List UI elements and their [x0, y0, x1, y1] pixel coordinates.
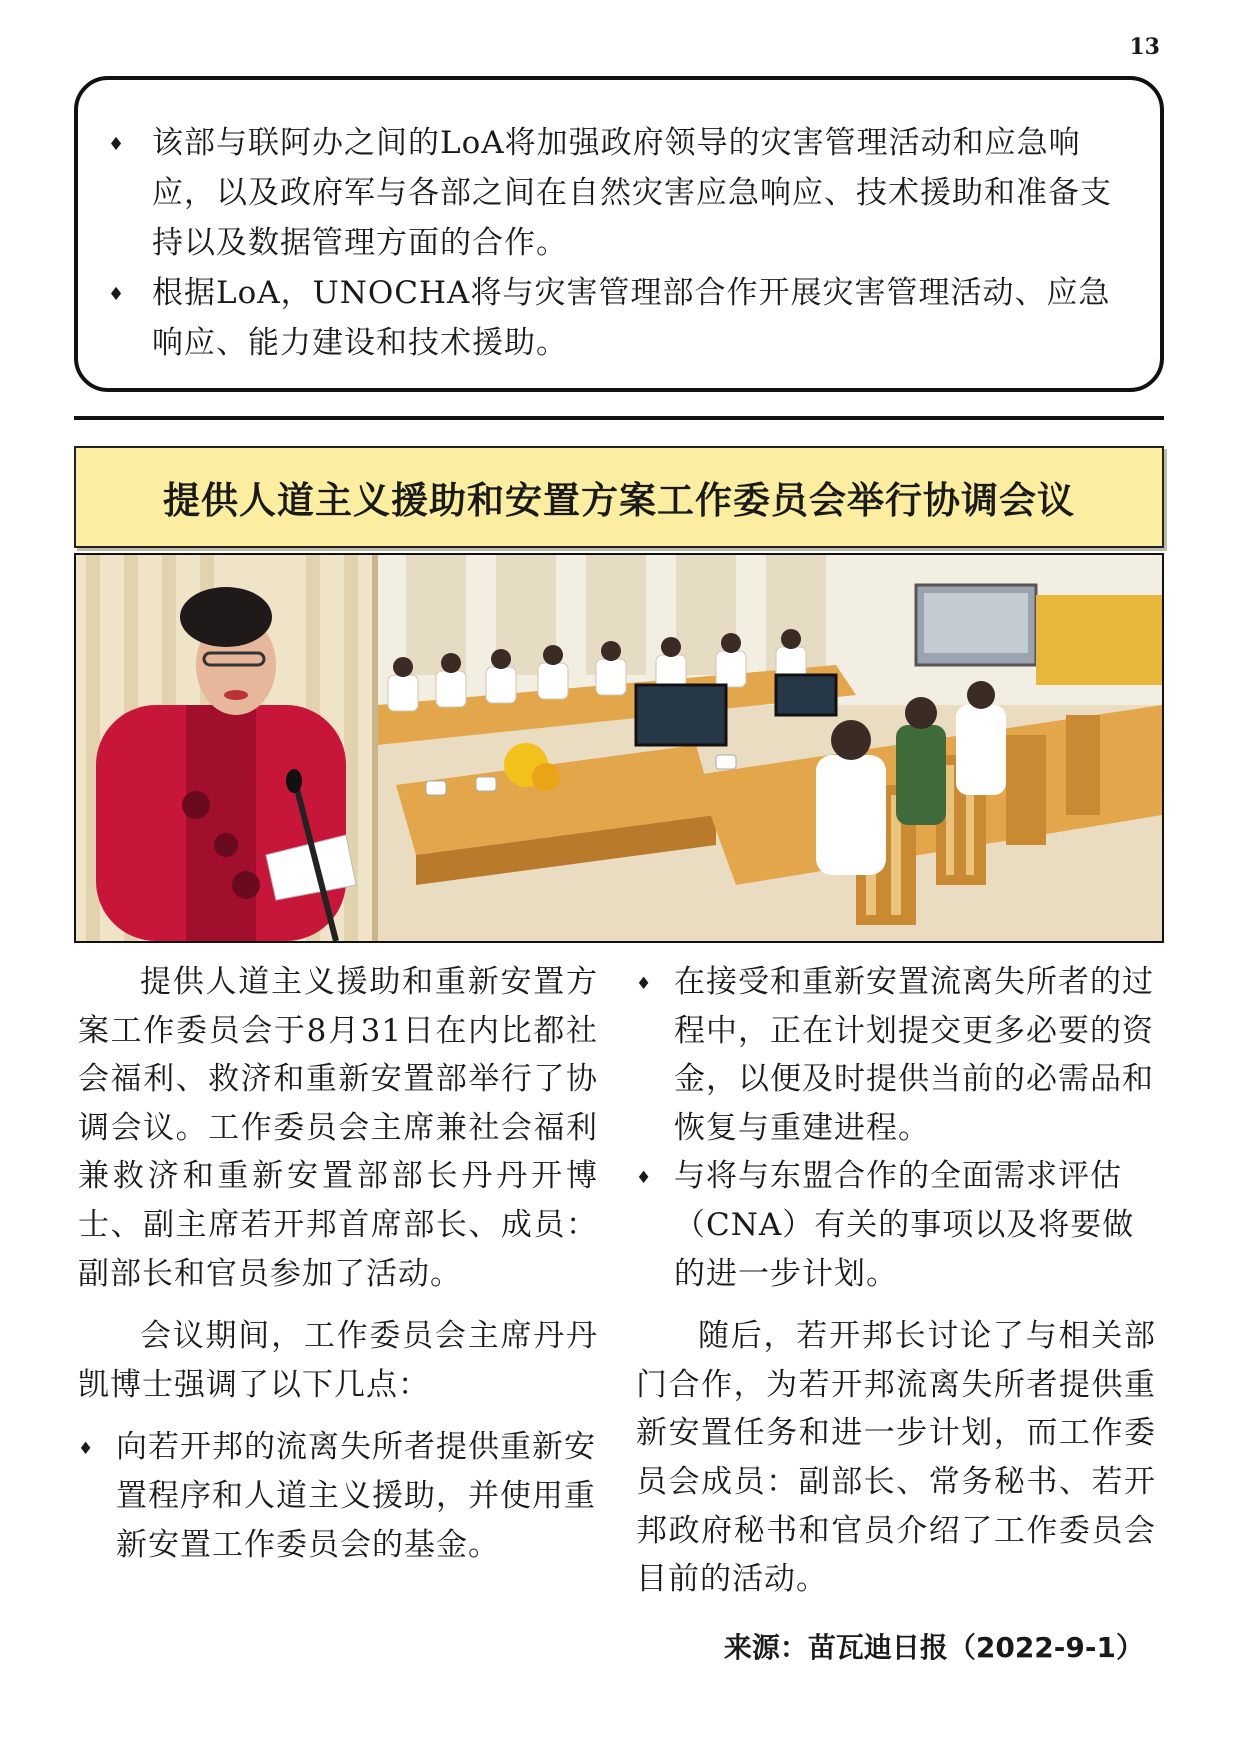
- list-item: [636, 1152, 1156, 1298]
- list-item: [636, 958, 1156, 1152]
- note-item-text: 该部与联阿办之间的LoA将加强政府领导的灾害管理活动和应急响应，以及政府军与各部之间在自然灾害应急响应、技术援助和准备支持以及数据管理方面的合作。: [152, 125, 1112, 261]
- note-item: [108, 118, 1132, 268]
- followup-paragraph: 随后，若开邦长讨论了与相关部门合作，为若开邦流离失所者提供重新安置任务和进一步计划，而工作委员会成员：副部长、常务秘书、若开邦政府秘书和官员介绍了工作委员会目前的活动。: [636, 1318, 1156, 1598]
- page-number: 13: [1129, 34, 1160, 60]
- headline-box: [74, 446, 1164, 548]
- meeting-photo: [74, 553, 1164, 943]
- intro-paragraph: 提供人道主义援助和重新安置方案工作委员会于8月31日在内比都社会福利、救济和重新安置部举行了协调会议。工作委员会主席兼社会福利兼救济和重新安置部部长丹丹开博士、副主席若开邦首席部长、成员：副部长和官员参加了活动。: [78, 964, 598, 1292]
- diamond-bullet-icon: ♦: [108, 284, 126, 305]
- list-item-text: 在接受和重新安置流离失所者的过程中，正在计划提交更多必要的资金，以便及时提供当前的必需品和恢复与重建进程。: [674, 964, 1154, 1146]
- emphasis-paragraph: 会议期间，工作委员会主席丹丹凯博士强调了以下几点：: [78, 1318, 598, 1403]
- left-column: [78, 958, 598, 1569]
- diamond-bullet-icon: ♦: [636, 974, 653, 994]
- note-item: [108, 268, 1132, 368]
- right-column: [636, 958, 1156, 1604]
- list-item-text: 向若开邦的流离失所者提供重新安置程序和人道主义援助，并使用重新安置工作委员会的基金。: [116, 1429, 596, 1563]
- diamond-bullet-icon: ♦: [108, 134, 126, 155]
- boxed-note: [74, 76, 1164, 392]
- diamond-bullet-icon: ♦: [636, 1168, 653, 1189]
- diamond-bullet-icon: ♦: [78, 1439, 95, 1460]
- article-headline: 提供人道主义援助和安置方案工作委员会举行协调会议: [163, 479, 1075, 522]
- source-credit: 来源：苗瓦迪日报（2022-9-1）: [723, 1631, 1144, 1664]
- list-item: [78, 1423, 598, 1569]
- list-item-text: 与将与东盟合作的全面需求评估（CNA）有关的事项以及将要做的进一步计划。: [674, 1158, 1135, 1292]
- note-item-text: 根据LoA，UNOCHA将与灾害管理部合作开展灾害管理活动、应急响应、能力建设和技术援助。: [152, 275, 1111, 361]
- section-divider: [74, 416, 1164, 420]
